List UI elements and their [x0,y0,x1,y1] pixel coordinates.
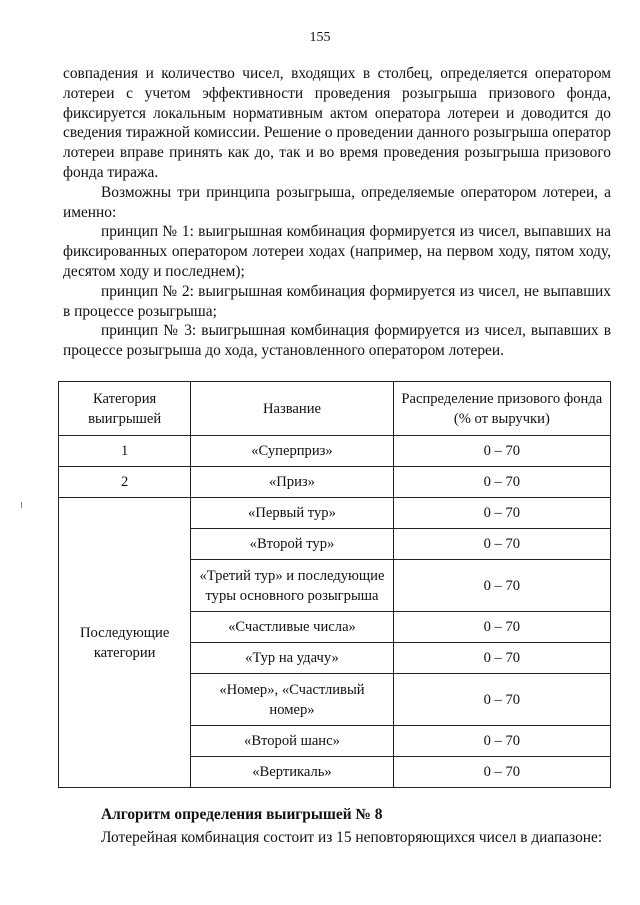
cell-name: «Второй шанс» [191,726,393,757]
header-name: Название [191,382,393,436]
table-row [59,436,611,467]
cell-name: «Счастливые числа» [191,612,393,643]
paragraph-principles-intro: Возможны три принципа розыгрыша, определяемые оператором лотереи, а именно: [63,183,611,221]
algorithm-text: Лотерейная комбинация состоит из 15 неповторяющихся чисел в диапазоне: [101,829,603,846]
cell-share: 0 – 70 [393,726,610,757]
body-text [63,64,611,361]
cell-name: «Вертикаль» [191,757,393,788]
cell-share: 0 – 70 [393,612,610,643]
cell-share: 0 – 70 [393,757,610,788]
table-header-row [59,382,611,436]
algorithm-heading: Алгоритм определения выигрышей № 8 [101,806,383,823]
cell-share: 0 – 70 [393,674,610,726]
cell-share: 0 – 70 [393,467,610,498]
page-number: 155 [309,30,331,45]
cell-category: 1 [59,436,191,467]
header-category: Категория выигрышей [59,382,191,436]
header-share: Распределение призового фонда (% от выручки) [393,382,610,436]
cell-name: «Третий тур» и последующие туры основного розыгрыша [191,560,393,612]
cell-share: 0 – 70 [393,529,610,560]
cell-name: «Приз» [191,467,393,498]
prize-distribution-table [58,381,611,788]
cell-share: 0 – 70 [393,436,610,467]
margin-mark [21,502,22,508]
cell-share: 0 – 70 [393,643,610,674]
table-row [59,498,611,529]
paragraph-principle-1: принцип № 1: выигрышная комбинация формируется из чисел, выпавших на фиксированных оператором лотереи ходах (например, на первом ходу, пятом ходу, десятом ходу и последнем); [63,223,611,280]
paragraph-principle-3: принцип № 3: выигрышная комбинация формируется из чисел, выпавших в процессе розыгрыша до хода, установленного оператором лотереи. [63,322,611,360]
cell-share: 0 – 70 [393,498,610,529]
paragraph-principle-2: принцип № 2: выигрышная комбинация формируется из чисел, не выпавших в процессе розыгрыша; [63,282,611,320]
cell-name: «Первый тур» [191,498,393,529]
table-row [59,467,611,498]
cell-category: 2 [59,467,191,498]
paragraph-continuation: совпадения и количество чисел, входящих в столбец, определяется оператором лотереи с учетом эффективности проведения розыгрыша призового фонда, фиксируется локальным нормативным актом оператора лотереи и доводится до сведения тиражной комиссии. Решение о проведении данного розыгрыша оператор лотереи вправе принять как до, так и во время проведения розыгрыша призового фонда тиража. [63,65,611,181]
cell-name: «Второй тур» [191,529,393,560]
cell-name: «Номер», «Счастливый номер» [191,674,393,726]
cell-group-category: Последующие категории [59,498,191,788]
cell-name: «Суперприз» [191,436,393,467]
cell-name: «Тур на удачу» [191,643,393,674]
cell-share: 0 – 70 [393,560,610,612]
